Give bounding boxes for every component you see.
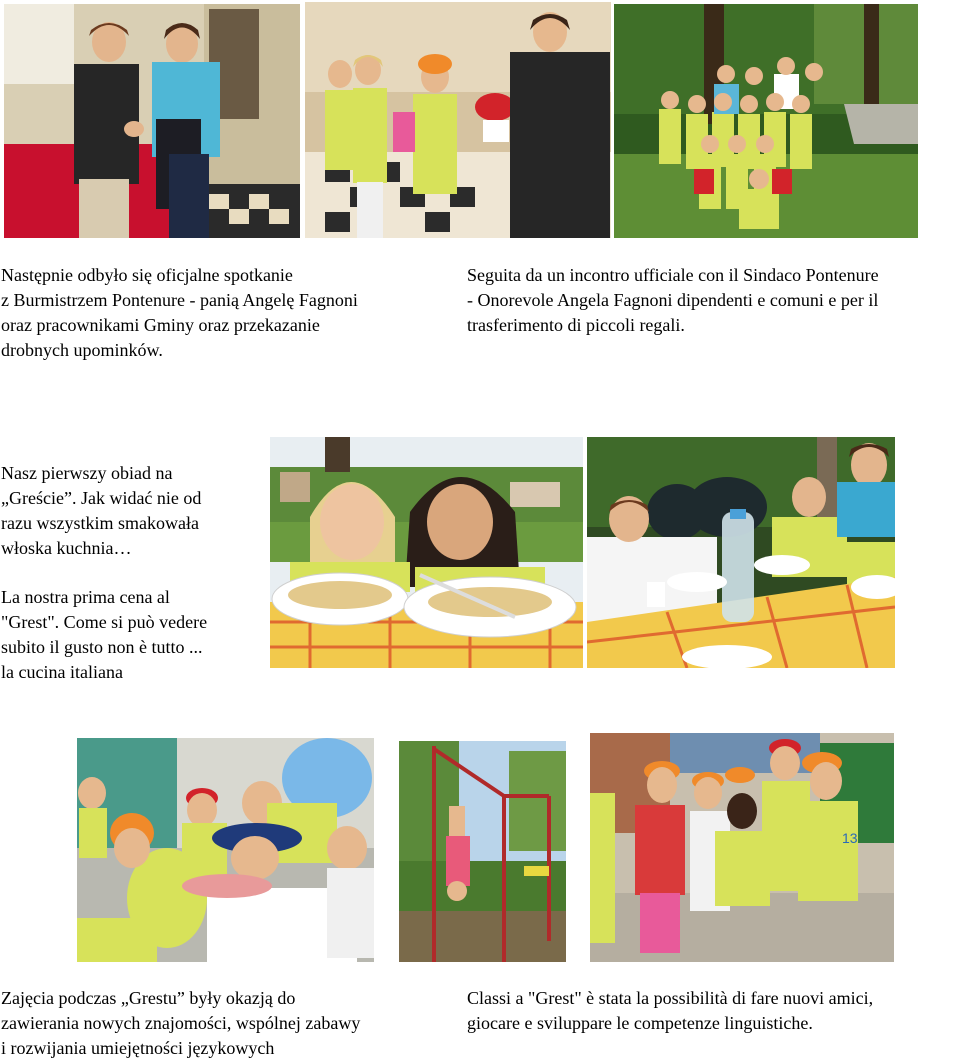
caption-line: Następnie odbyło się oficjalne spotkanie [1, 265, 293, 285]
caption-line: La nostra prima cena al [1, 587, 170, 607]
photo-group-caps [590, 733, 894, 962]
caption-line: razu wszystkim smakowała [1, 513, 199, 533]
caption-line: włoska kuchnia… [1, 538, 132, 558]
photo-group-park [614, 4, 918, 238]
caption-line: Zajęcia podczas „Grestu” były okazją do [1, 988, 296, 1008]
caption-italian-activities [467, 986, 873, 1036]
photo-lunch-table [587, 437, 895, 668]
caption-polish-activities [1, 986, 360, 1061]
caption-line: Nasz pierwszy obiad na [1, 463, 173, 483]
caption-italian-meeting [467, 263, 879, 338]
caption-line: subito il gusto non è tutto ... [1, 637, 203, 657]
caption-polish-meeting [1, 263, 358, 363]
caption-polish-lunch [1, 461, 201, 561]
photo-caps-gift [305, 2, 611, 238]
caption-line: "Grest". Come si può vedere [1, 612, 208, 632]
photo-two-girls-pasta [270, 437, 583, 668]
caption-line: Seguita da un incontro ufficiale con il Sindaco Pontenure [467, 265, 879, 285]
caption-line: giocare e sviluppare le competenze linguistiche. [467, 1013, 813, 1033]
caption-line: - Onorevole Angela Fagnoni dipendenti e comuni e per il [467, 290, 879, 310]
caption-line: i rozwijania umiejętności językowych [1, 1038, 275, 1058]
caption-line: trasferimento di piccoli regali. [467, 315, 685, 335]
photo-handshake [4, 4, 300, 238]
caption-italian-lunch [1, 585, 207, 685]
caption-line: Classi a "Grest" è stata la possibilità di fare nuovi amici, [467, 988, 874, 1008]
caption-line: la cucina italiana [1, 662, 123, 682]
caption-line: „Greście”. Jak widać nie od [1, 488, 202, 508]
shirt-number-label: 13 [842, 830, 858, 846]
caption-line: drobnych upominków. [1, 340, 163, 360]
caption-line: zawierania nowych znajomości, wspólnej zabawy [1, 1013, 361, 1033]
photo-playground-climb [399, 741, 566, 962]
caption-line: z Burmistrzem Pontenure - panią Angelę Fagnoni [1, 290, 358, 310]
photo-children-game [77, 738, 374, 962]
caption-line: oraz pracownikami Gminy oraz przekazanie [1, 315, 320, 335]
